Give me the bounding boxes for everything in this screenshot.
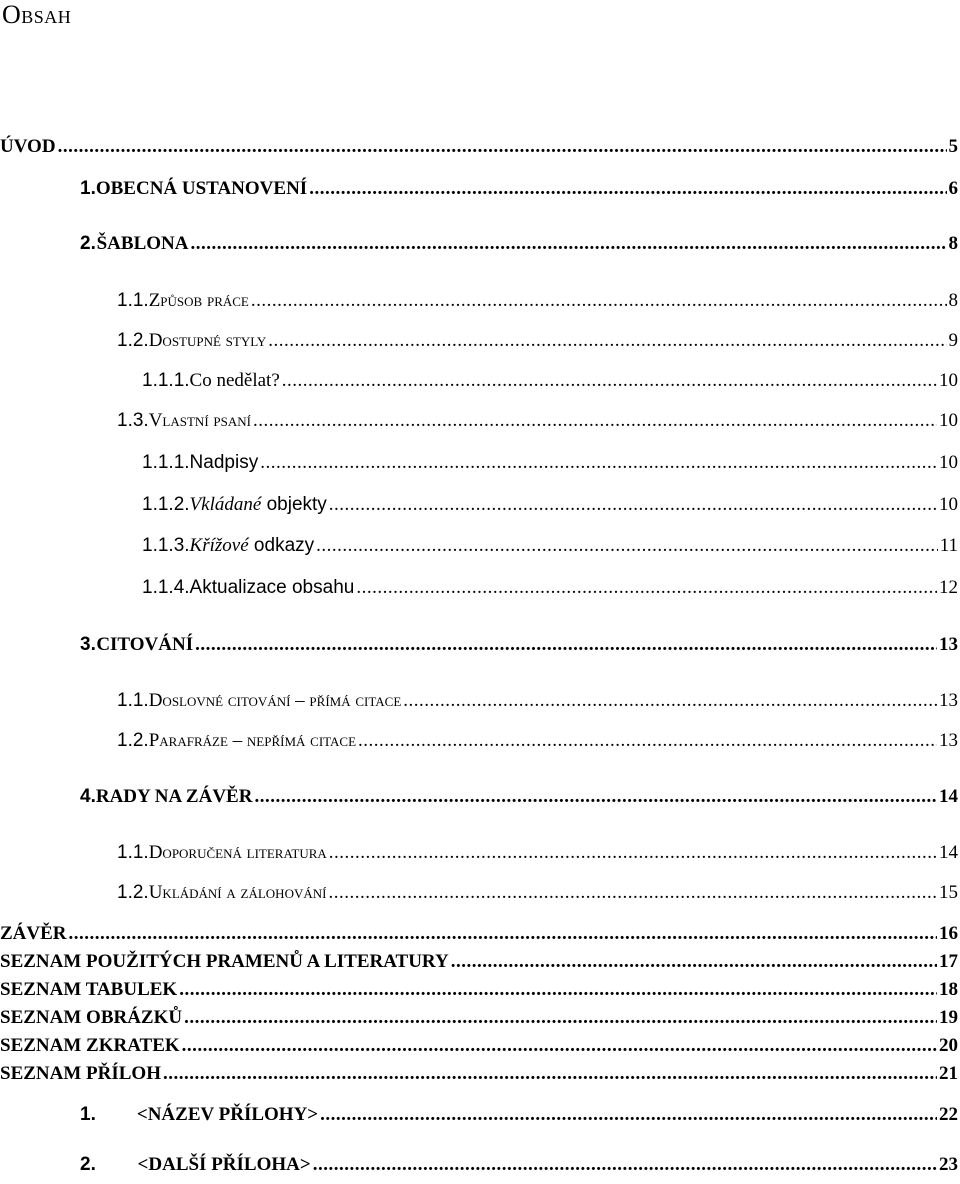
dot-leader: [328, 882, 937, 904]
toc-entry-doporucena-literatura[interactable]: [117, 842, 960, 872]
toc-entry-number: 1.: [80, 178, 96, 200]
dot-leader: [184, 1007, 937, 1029]
toc-entry-title: RADY NA ZÁVĚR: [96, 786, 253, 808]
toc-entry-seznam-zkratek[interactable]: [0, 1035, 960, 1065]
toc-entry-number: 1.1.1.: [142, 370, 190, 392]
dot-leader: [195, 634, 937, 656]
toc-entry-vkladane-objekty[interactable]: [142, 494, 960, 524]
toc-entry-page: 18: [939, 979, 960, 1001]
dot-leader: [358, 730, 937, 752]
toc-entry-number: 1.1.: [117, 842, 149, 864]
toc-entry-title: SEZNAM OBRÁZKŮ: [0, 1007, 182, 1029]
dot-leader: [69, 923, 937, 945]
toc-entry-seznam-tabulek[interactable]: [0, 979, 960, 1009]
dot-leader: [403, 690, 937, 712]
toc-entry-sablona[interactable]: [80, 233, 960, 263]
toc-entry-title: <NÁZEV PŘÍLOHY>: [137, 1104, 318, 1126]
toc-entry-page: 10: [939, 410, 960, 432]
toc-entry-uvod[interactable]: [0, 136, 960, 166]
toc-entry-number: 1.1.2.: [142, 494, 190, 516]
toc-entry-page: 5: [949, 136, 960, 158]
dot-leader: [329, 494, 937, 516]
toc-entry-title: CITOVÁNÍ: [96, 634, 193, 656]
dot-leader: [356, 577, 937, 599]
toc-entry-title: Vlastní psaní: [149, 410, 251, 432]
toc-entry-title: <DALŠÍ PŘÍLOHA>: [138, 1154, 311, 1176]
toc-entry-page: 10: [939, 452, 960, 474]
toc-entry-priloha-2[interactable]: [80, 1154, 960, 1184]
dot-leader: [251, 290, 947, 312]
toc-entry-seznam-obrazku[interactable]: [0, 1007, 960, 1037]
toc-entry-krizove-odkazy[interactable]: [142, 535, 960, 565]
toc-entry-title: SEZNAM PŘÍLOH: [0, 1063, 161, 1085]
toc-entry-title: Co nedělat?: [190, 370, 280, 392]
toc-entry-title: Aktualizace obsahu: [190, 577, 355, 599]
toc-entry-page: 13: [939, 690, 960, 712]
toc-entry-zaver[interactable]: [0, 923, 960, 953]
toc-entry-vlastni-psani[interactable]: [117, 410, 960, 440]
toc-entry-page: 16: [939, 923, 960, 945]
toc-entry-title: Ukládání a zálohování: [149, 882, 327, 904]
toc-entry-title-italic: Vkládané: [190, 494, 262, 515]
toc-entry-title: SEZNAM POUŽITÝCH PRAMENŮ A LITERATURY: [0, 951, 449, 973]
toc-entry-page: 19: [939, 1007, 960, 1029]
toc-entry-title: SEZNAM TABULEK: [0, 979, 177, 1001]
toc-entry-title: Doslovné citování – přímá citace: [149, 690, 402, 712]
toc-entry-title: Parafráze – nepřímá citace: [149, 730, 356, 752]
toc-entry-title: ŠABLONA: [97, 233, 189, 255]
toc-entry-number: 2.: [80, 233, 97, 255]
toc-entry-title: OBECNÁ USTANOVENÍ: [96, 178, 307, 200]
toc-entry-title: SEZNAM ZKRATEK: [0, 1035, 180, 1057]
toc-heading: Obsah: [2, 0, 71, 30]
dot-leader: [320, 1104, 937, 1126]
dot-leader: [313, 1154, 937, 1176]
toc-entry-obecna-ustanoveni[interactable]: [80, 178, 960, 208]
toc-entry-title-italic: Křížové: [190, 535, 249, 556]
toc-entry-page: 17: [939, 951, 960, 973]
toc-entry-number: 1.2.: [117, 730, 149, 752]
toc-entry-title: ZÁVĚR: [0, 923, 67, 945]
toc-entry-title: Dostupné styly: [149, 330, 267, 352]
toc-entry-number: 1.1.: [117, 690, 149, 712]
toc-entry-page: 10: [939, 494, 960, 516]
toc-entry-page: 15: [939, 882, 960, 904]
dot-leader: [451, 951, 937, 973]
toc-entry-page: 11: [940, 535, 960, 557]
toc-entry-page: 14: [939, 786, 960, 808]
toc-entry-number: 1.: [80, 1104, 137, 1126]
dot-leader: [254, 786, 937, 808]
toc-entry-doslovne-citovani[interactable]: [117, 690, 960, 720]
toc-entry-page: 10: [939, 370, 960, 392]
toc-entry-number: 1.1.4.: [142, 577, 190, 599]
toc-entry-seznam-priloh[interactable]: [0, 1063, 960, 1093]
toc-entry-title: Nadpisy: [190, 452, 259, 474]
toc-entry-number: 1.1.3.: [142, 535, 190, 557]
toc-entry-title-rest: objekty: [261, 494, 326, 515]
dot-leader: [190, 233, 946, 255]
dot-leader: [282, 370, 937, 392]
toc-entry-page: 14: [939, 842, 960, 864]
toc-entry-title: Způsob práce: [149, 290, 249, 312]
toc-entry-page: 8: [949, 290, 960, 312]
toc-entry-title: [190, 535, 315, 557]
toc-entry-number: 1.2.: [117, 882, 149, 904]
toc-entry-dostupne-styly[interactable]: [117, 330, 960, 360]
toc-entry-parafraze[interactable]: [117, 730, 960, 760]
toc-entry-page: 6: [949, 178, 960, 200]
toc-entry-page: 9: [949, 330, 960, 352]
dot-leader: [163, 1063, 937, 1085]
toc-entry-citovani[interactable]: [80, 634, 960, 664]
toc-entry-nadpisy[interactable]: [142, 452, 960, 482]
toc-entry-number: 3.: [80, 634, 96, 656]
toc-entry-page: 13: [939, 634, 960, 656]
toc-entry-number: 1.3.: [117, 410, 149, 432]
toc-entry-aktualizace-obsahu[interactable]: [142, 577, 960, 607]
toc-entry-title: ÚVOD: [0, 136, 56, 158]
toc-entry-priloha-1[interactable]: [80, 1104, 960, 1134]
toc-entry-page: 12: [939, 577, 960, 599]
toc-entry-zpusob-prace[interactable]: [117, 290, 960, 320]
toc-entry-number: 1.2.: [117, 330, 149, 352]
toc-entry-number: 1.1.: [117, 290, 149, 312]
toc-entry-title: [190, 494, 327, 516]
dot-leader: [260, 452, 937, 474]
toc-entry-page: 8: [949, 233, 960, 255]
toc-entry-page: 23: [939, 1154, 960, 1176]
toc-entry-seznam-pramenu[interactable]: [0, 951, 960, 981]
toc-entry-ukladani-a-zalohovani[interactable]: [117, 882, 960, 912]
toc-entry-number: 1.1.1.: [142, 452, 190, 474]
dot-leader: [329, 842, 937, 864]
toc-entry-page: 22: [939, 1104, 960, 1126]
dot-leader: [268, 330, 946, 352]
toc-entry-rady-na-zaver[interactable]: [80, 786, 960, 816]
dot-leader: [253, 410, 937, 432]
toc-entry-co-nedelat[interactable]: [142, 370, 960, 400]
toc-entry-page: 20: [939, 1035, 960, 1057]
dot-leader: [182, 1035, 937, 1057]
dot-leader: [179, 979, 937, 1001]
toc-entry-page: 13: [939, 730, 960, 752]
dot-leader: [58, 136, 947, 158]
dot-leader: [309, 178, 946, 200]
toc-entry-title-rest: odkazy: [249, 535, 314, 556]
toc-entry-page: 21: [939, 1063, 960, 1085]
toc-entry-number: 4.: [80, 786, 96, 808]
toc-entry-title: Doporučená literatura: [149, 842, 327, 864]
toc-entry-number: 2.: [80, 1154, 138, 1176]
dot-leader: [316, 535, 938, 557]
